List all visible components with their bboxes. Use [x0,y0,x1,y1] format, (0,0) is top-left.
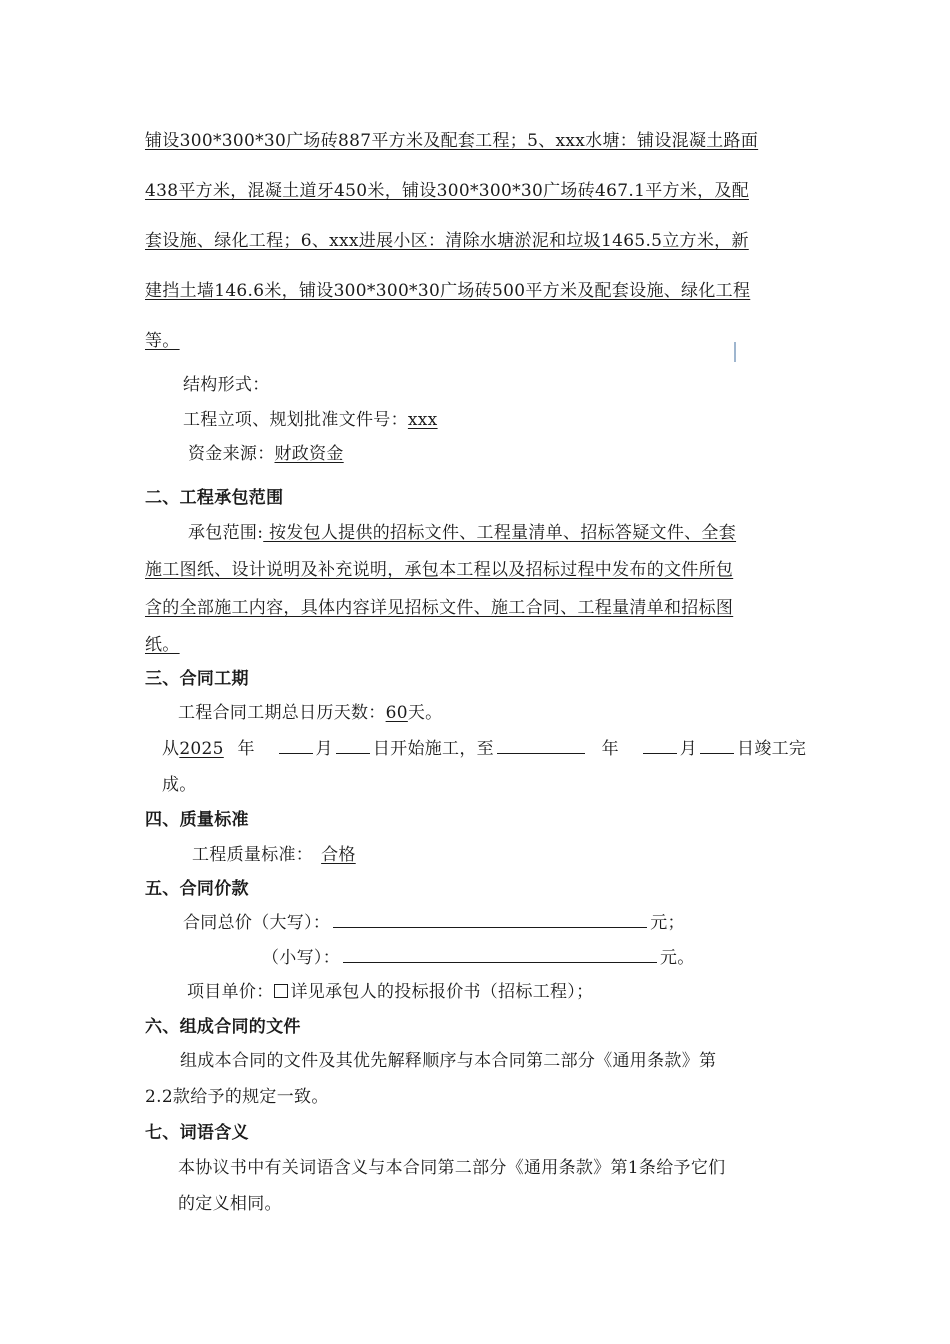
price-upper-blank[interactable] [333,926,647,928]
start-day-label: 日开始施工，至 [372,739,494,759]
section-7-line-2: 的定义相同。 [178,1194,282,1214]
section-7-heading: 七、词语含义 [145,1123,249,1143]
scope-line-5: 等。 [145,331,180,351]
price-lower-label: （小写）： [262,948,340,968]
end-day-label: 日竣工完 [737,739,807,759]
section-5-heading: 五、合同价款 [145,879,249,899]
structure-label: 结构形式： [183,375,270,395]
unit-price-row [187,977,593,1002]
approval-row [183,405,438,430]
section-7-line-1: 本协议书中有关词语含义与本合同第二部分《通用条款》第1条给予它们 [178,1158,726,1178]
section-4-heading: 四、质量标准 [145,810,249,830]
year-label-1: 年 [237,739,255,759]
month-label-2: 月 [679,739,698,759]
section-2-line-2: 施工图纸、设计说明及补充说明，承包本工程以及招标过程中发布的文件所包 [145,560,734,580]
section-6-line-1: 组成本合同的文件及其优先解释顺序与本合同第二部分《通用条款》第 [180,1051,717,1071]
start-day-blank[interactable] [336,752,370,754]
period-row [162,734,806,759]
text-cursor [734,342,736,362]
section-2-text-1: 按发包人提供的招标文件、工程量清单、招标答疑文件、全套 [263,523,737,543]
quality-row [192,840,370,865]
start-year: 2025 [179,739,224,759]
price-lower-blank[interactable] [343,961,657,963]
duration-value: 60 [385,703,408,723]
unit-price-label: 项目单价： [187,982,274,1002]
approval-value: xxx [407,410,438,430]
checkbox-icon[interactable] [274,984,288,998]
section-3-heading: 三、合同工期 [145,669,249,689]
quality-value: 合格 [321,845,356,865]
duration-label: 工程合同工期总日历天数： [178,703,386,723]
quality-label: 工程质量标准： [192,845,314,865]
end-year-blank[interactable] [497,752,585,754]
start-month-blank[interactable] [279,752,313,754]
end-month-blank[interactable] [643,752,677,754]
price-lower-unit: 元。 [660,948,695,968]
scope-line-4: 建挡土墙146.6米，铺设300*300*30广场砖500平方米及配套设施、绿化工程 [145,281,751,301]
price-lower-row [262,943,695,968]
unit-price-value: 详见承包人的投标报价书（招标工程）； [290,982,594,1002]
section-2-heading: 二、工程承包范围 [145,488,284,508]
approval-label: 工程立项、规划批准文件号： [183,410,408,430]
price-upper-row [183,908,685,933]
section-2-line-3: 含的全部施工内容，具体内容详见招标文件、施工合同、工程量清单和招标图 [145,598,734,618]
structure-row [183,370,270,395]
section-2-line-4: 纸。 [145,635,180,655]
scope-line-3: 套设施、绿化工程；6、xxx进展小区：清除水塘淤泥和垃圾1465.5立方米，新 [145,231,749,251]
price-upper-unit: 元； [650,913,685,933]
duration-row [178,698,442,723]
section-6-heading: 六、组成合同的文件 [145,1017,301,1037]
section-6-line-2: 2.2款给予的规定一致。 [145,1087,329,1107]
funding-row [188,439,344,464]
period-end: 成。 [162,775,197,795]
from-label: 从 [162,739,180,759]
end-day-blank[interactable] [700,752,734,754]
funding-label: 资金来源： [188,444,275,464]
year-label-2: 年 [601,739,619,759]
section-2-label: 承包范围: [188,523,264,543]
funding-value: 财政资金 [274,444,344,464]
price-upper-label: 合同总价（大写）： [183,913,331,933]
scope-line-2: 438平方米，混凝土道牙450米，铺设300*300*30广场砖467.1平方米，及配 [145,181,749,201]
duration-unit: 天。 [407,703,443,723]
month-label-1: 月 [315,739,333,759]
section-2-line-1 [188,518,736,543]
scope-line-1: 铺设300*300*30广场砖887平方米及配套工程；5、xxx水塘：铺设混凝土路面 [145,131,759,151]
